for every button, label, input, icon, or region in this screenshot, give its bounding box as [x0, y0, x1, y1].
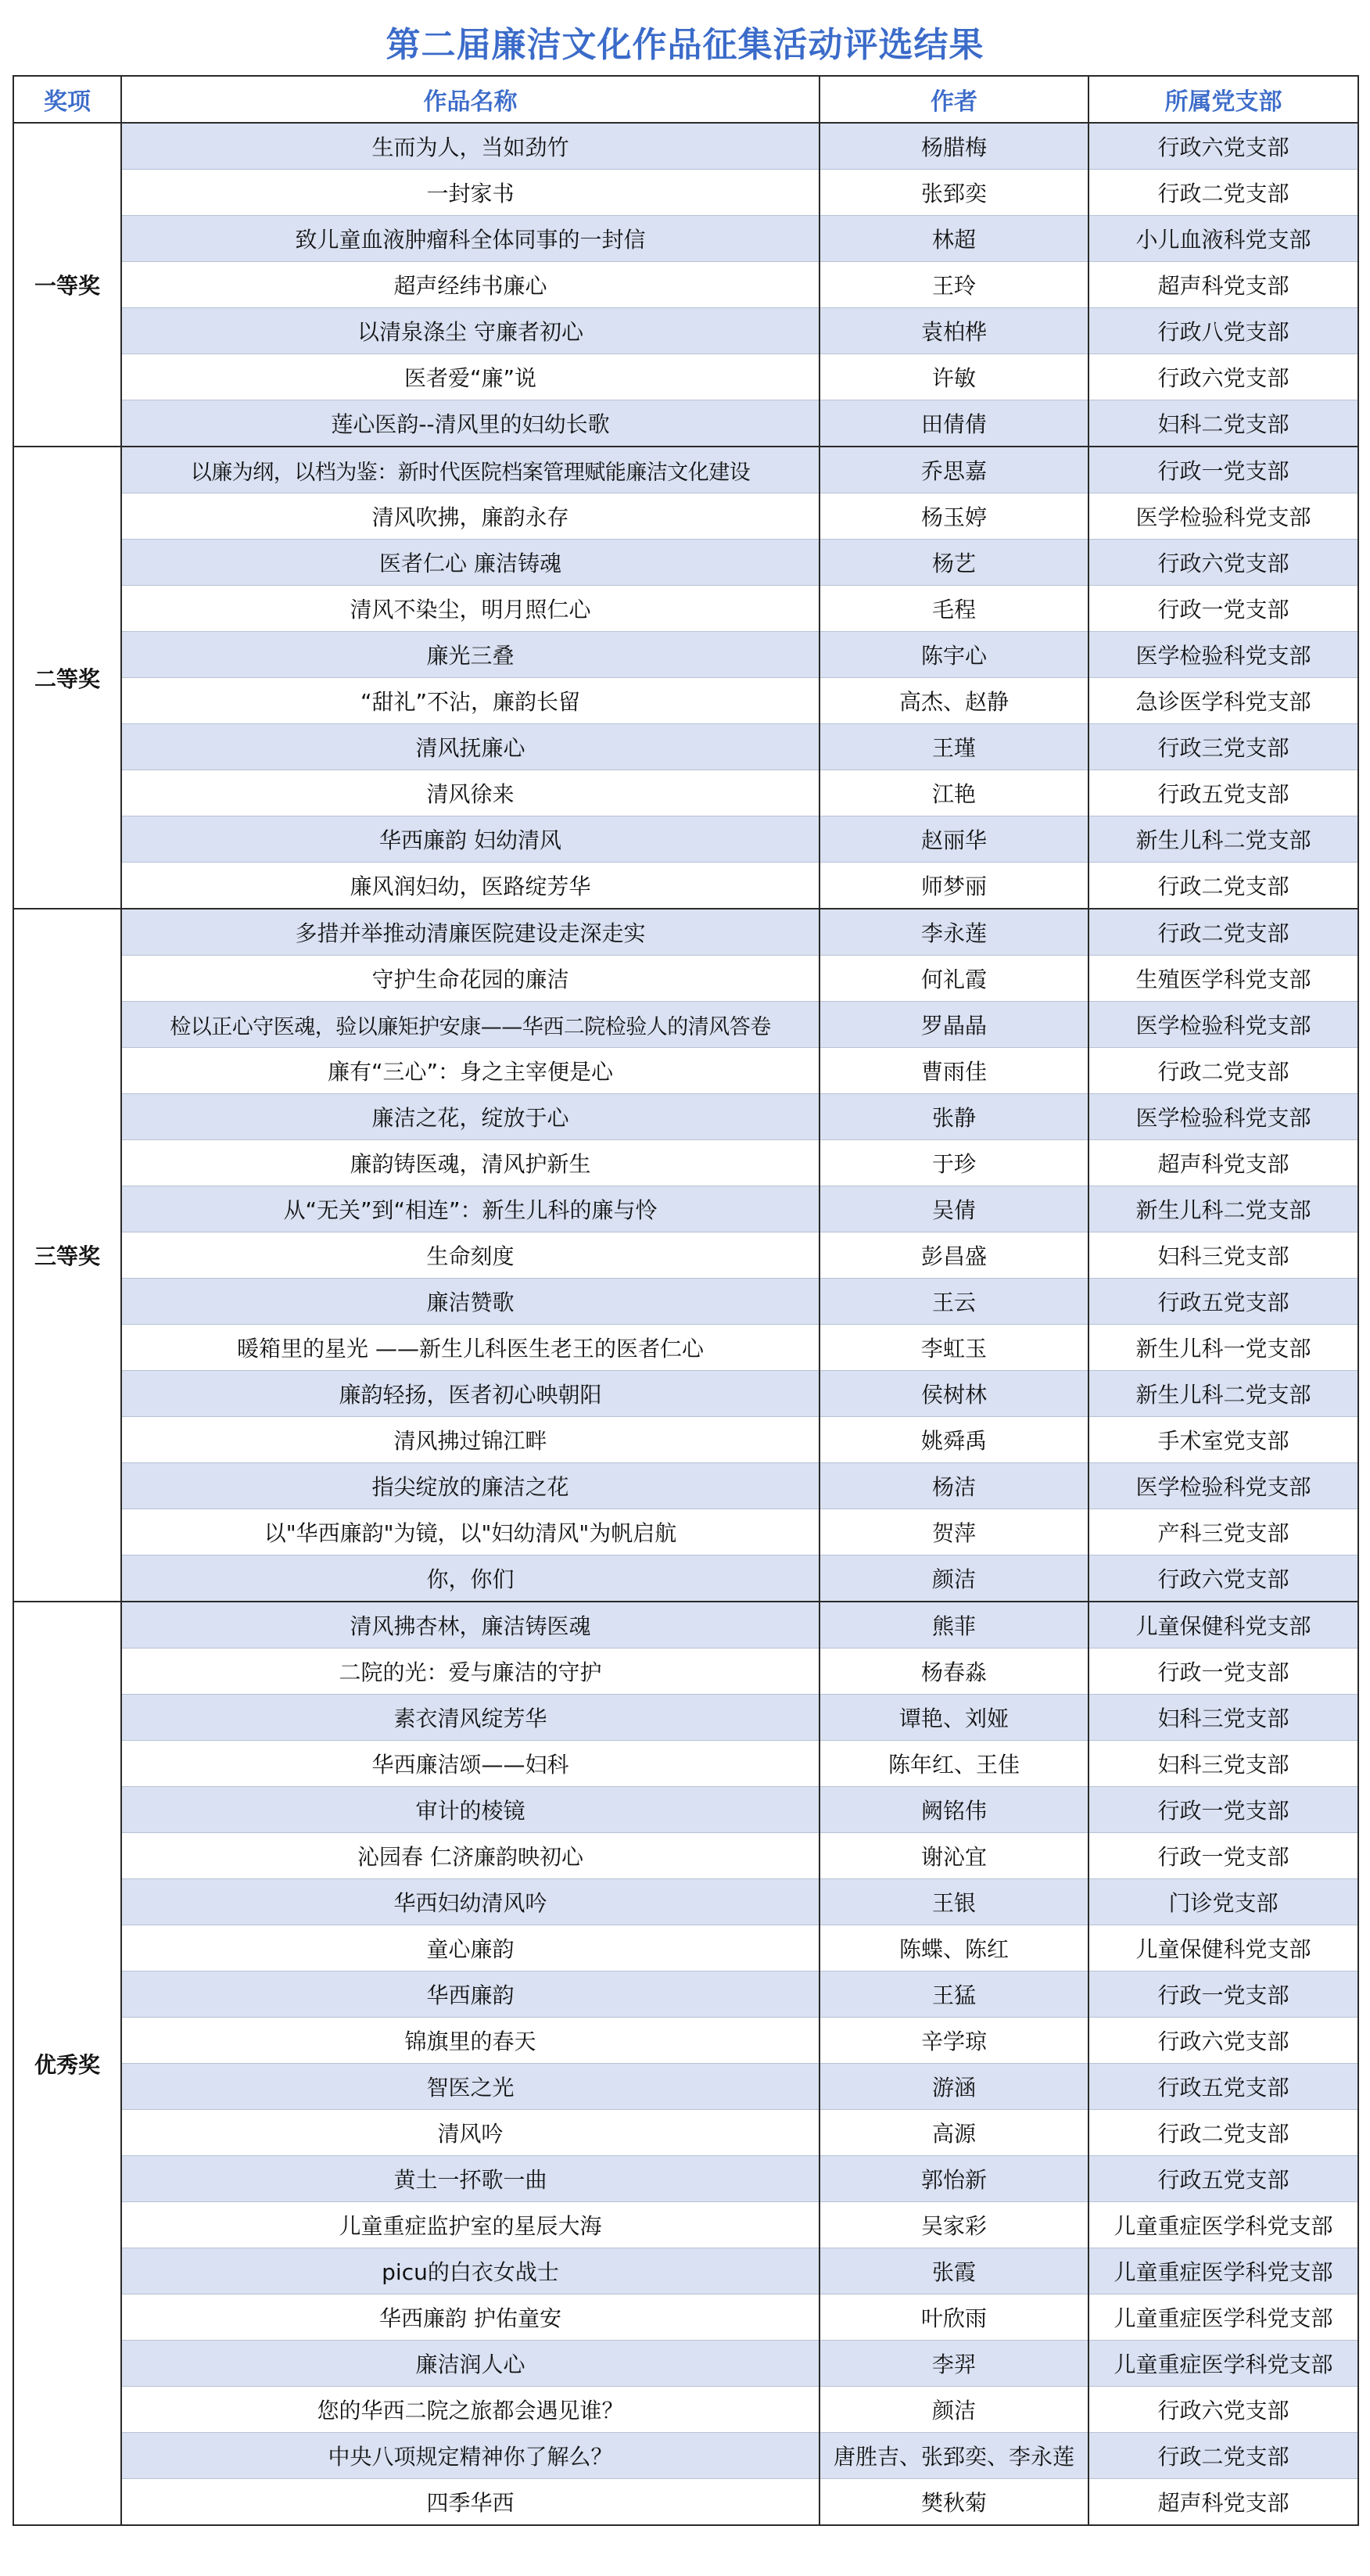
- header-party-branch: 所属党支部: [1088, 76, 1358, 123]
- table-row: [13, 724, 1358, 770]
- table-row: [13, 1879, 1358, 1925]
- table-row: [13, 909, 1358, 956]
- party-branch-cell: 医学检验科党支部: [1088, 632, 1358, 678]
- party-branch-cell: 医学检验科党支部: [1088, 1463, 1358, 1509]
- table-row: [13, 1787, 1358, 1833]
- party-branch-cell: 行政三党支部: [1088, 724, 1358, 770]
- table-row: [13, 1325, 1358, 1371]
- work-title-cell: 清风徐来: [121, 770, 819, 816]
- work-title-cell: 守护生命花园的廉洁: [121, 956, 819, 1002]
- table-row: [13, 2433, 1358, 2479]
- author-cell: 杨玉婷: [819, 493, 1088, 540]
- table-row: [13, 1971, 1358, 2018]
- table-row: [13, 2341, 1358, 2387]
- author-cell: 何礼霞: [819, 956, 1088, 1002]
- work-title-cell: 华西廉洁颂——妇科: [121, 1741, 819, 1787]
- work-title-cell: 素衣清风绽芳华: [121, 1695, 819, 1741]
- work-title-cell: 清风不染尘，明月照仁心: [121, 586, 819, 632]
- table-row: [13, 1649, 1358, 1695]
- work-title-cell: 指尖绽放的廉洁之花: [121, 1463, 819, 1509]
- work-title-cell: 儿童重症监护室的星辰大海: [121, 2202, 819, 2248]
- work-title-cell: “甜礼”不沾，廉韵长留: [121, 678, 819, 724]
- author-cell: 王银: [819, 1879, 1088, 1925]
- author-cell: 田倩倩: [819, 400, 1088, 447]
- work-title-cell: 清风吟: [121, 2110, 819, 2156]
- work-title-cell: 清风拂过锦江畔: [121, 1417, 819, 1463]
- author-cell: 樊秋菊: [819, 2479, 1088, 2526]
- party-branch-cell: 生殖医学科党支部: [1088, 956, 1358, 1002]
- party-branch-cell: 医学检验科党支部: [1088, 493, 1358, 540]
- work-title-cell: picu的白衣女战士: [121, 2248, 819, 2294]
- party-branch-cell: 行政一党支部: [1088, 1833, 1358, 1879]
- author-cell: 颜洁: [819, 1555, 1088, 1602]
- table-row: [13, 2110, 1358, 2156]
- party-branch-cell: 行政六党支部: [1088, 354, 1358, 400]
- author-cell: 罗晶晶: [819, 1002, 1088, 1048]
- work-title-cell: 清风抚廉心: [121, 724, 819, 770]
- table-row: [13, 1279, 1358, 1325]
- table-row: [13, 2248, 1358, 2294]
- table-row: [13, 540, 1358, 586]
- results-table: [13, 75, 1359, 2526]
- author-cell: 杨洁: [819, 1463, 1088, 1509]
- table-row: [13, 1925, 1358, 1971]
- award-level-cell: 优秀奖: [13, 1602, 121, 2525]
- party-branch-cell: 产科三党支部: [1088, 1509, 1358, 1555]
- party-branch-cell: 行政六党支部: [1088, 1555, 1358, 1602]
- work-title-cell: 您的华西二院之旅都会遇见谁？: [121, 2387, 819, 2433]
- work-title-cell: 多措并举推动清廉医院建设走深走实: [121, 909, 819, 956]
- author-cell: 王猛: [819, 1971, 1088, 2018]
- party-branch-cell: 超声科党支部: [1088, 1140, 1358, 1186]
- party-branch-cell: 小儿血液科党支部: [1088, 216, 1358, 262]
- party-branch-cell: 行政八党支部: [1088, 308, 1358, 354]
- table-row: [13, 354, 1358, 400]
- author-cell: 袁柏桦: [819, 308, 1088, 354]
- author-cell: 阙铭伟: [819, 1787, 1088, 1833]
- party-branch-cell: 行政二党支部: [1088, 2433, 1358, 2479]
- table-row: [13, 2018, 1358, 2064]
- table-row: [13, 1602, 1358, 1649]
- work-title-cell: 检以正心守医魂，验以廉矩护安康——华西二院检验人的清风答卷: [121, 1002, 819, 1048]
- award-level-cell: 一等奖: [13, 123, 121, 447]
- author-cell: 王云: [819, 1279, 1088, 1325]
- party-branch-cell: 妇科二党支部: [1088, 400, 1358, 447]
- table-row: [13, 863, 1358, 909]
- work-title-cell: 医者仁心 廉洁铸魂: [121, 540, 819, 586]
- work-title-cell: 莲心医韵--清风里的妇幼长歌: [121, 400, 819, 447]
- author-cell: 贺萍: [819, 1509, 1088, 1555]
- results-body: [13, 123, 1358, 2525]
- table-row: [13, 956, 1358, 1002]
- author-cell: 陈蝶、陈红: [819, 1925, 1088, 1971]
- work-title-cell: 以"华西廉韵"为镜，以"妇幼清风"为帆启航: [121, 1509, 819, 1555]
- party-branch-cell: 行政六党支部: [1088, 123, 1358, 170]
- author-cell: 杨艺: [819, 540, 1088, 586]
- author-cell: 张郅奕: [819, 170, 1088, 216]
- work-title-cell: 中央八项规定精神你了解么？: [121, 2433, 819, 2479]
- table-row: [13, 2294, 1358, 2341]
- party-branch-cell: 行政二党支部: [1088, 909, 1358, 956]
- party-branch-cell: 行政一党支部: [1088, 447, 1358, 493]
- author-cell: 曹雨佳: [819, 1048, 1088, 1094]
- author-cell: 彭昌盛: [819, 1232, 1088, 1279]
- author-cell: 侯树林: [819, 1371, 1088, 1417]
- work-title-cell: 廉光三叠: [121, 632, 819, 678]
- header-award: 奖项: [13, 76, 121, 123]
- table-row: [13, 1417, 1358, 1463]
- author-cell: 唐胜吉、张郅奕、李永莲: [819, 2433, 1088, 2479]
- work-title-cell: 黄土一抔歌一曲: [121, 2156, 819, 2202]
- table-row: [13, 493, 1358, 540]
- party-branch-cell: 行政二党支部: [1088, 2110, 1358, 2156]
- party-branch-cell: 行政一党支部: [1088, 1787, 1358, 1833]
- party-branch-cell: 新生儿科二党支部: [1088, 816, 1358, 863]
- author-cell: 吴家彩: [819, 2202, 1088, 2248]
- party-branch-cell: 行政一党支部: [1088, 1649, 1358, 1695]
- table-row: [13, 2202, 1358, 2248]
- table-row: [13, 770, 1358, 816]
- work-title-cell: 从“无关”到“相连”：新生儿科的廉与怜: [121, 1186, 819, 1232]
- author-cell: 王瑾: [819, 724, 1088, 770]
- work-title-cell: 沁园春 仁济廉韵映初心: [121, 1833, 819, 1879]
- party-branch-cell: 行政六党支部: [1088, 540, 1358, 586]
- author-cell: 游涵: [819, 2064, 1088, 2110]
- party-branch-cell: 儿童重症医学科党支部: [1088, 2294, 1358, 2341]
- author-cell: 乔思嘉: [819, 447, 1088, 493]
- work-title-cell: 清风拂杏林，廉洁铸医魂: [121, 1602, 819, 1649]
- work-title-cell: 廉韵铸医魂，清风护新生: [121, 1140, 819, 1186]
- party-branch-cell: 儿童重症医学科党支部: [1088, 2248, 1358, 2294]
- party-branch-cell: 行政二党支部: [1088, 1048, 1358, 1094]
- work-title-cell: 廉风润妇幼，医路绽芳华: [121, 863, 819, 909]
- work-title-cell: 审计的棱镜: [121, 1787, 819, 1833]
- author-cell: 高杰、赵静: [819, 678, 1088, 724]
- author-cell: 叶欣雨: [819, 2294, 1088, 2341]
- header-author: 作者: [819, 76, 1088, 123]
- author-cell: 江艳: [819, 770, 1088, 816]
- table-row: [13, 1741, 1358, 1787]
- author-cell: 颜洁: [819, 2387, 1088, 2433]
- work-title-cell: 清风吹拂，廉韵永存: [121, 493, 819, 540]
- table-row: [13, 1048, 1358, 1094]
- table-row: [13, 170, 1358, 216]
- author-cell: 毛程: [819, 586, 1088, 632]
- header-work-title: 作品名称: [121, 76, 819, 123]
- award-level-cell: 二等奖: [13, 447, 121, 909]
- table-row: [13, 586, 1358, 632]
- author-cell: 高源: [819, 2110, 1088, 2156]
- party-branch-cell: 行政一党支部: [1088, 586, 1358, 632]
- party-branch-cell: 医学检验科党支部: [1088, 1002, 1358, 1048]
- table-row: [13, 1094, 1358, 1140]
- table-row: [13, 1695, 1358, 1741]
- party-branch-cell: 行政六党支部: [1088, 2387, 1358, 2433]
- author-cell: 赵丽华: [819, 816, 1088, 863]
- party-branch-cell: 新生儿科一党支部: [1088, 1325, 1358, 1371]
- table-row: [13, 2156, 1358, 2202]
- work-title-cell: 廉洁之花，绽放于心: [121, 1094, 819, 1140]
- party-branch-cell: 行政五党支部: [1088, 2064, 1358, 2110]
- work-title-cell: 二院的光：爱与廉洁的守护: [121, 1649, 819, 1695]
- table-row: [13, 1555, 1358, 1602]
- table-row: [13, 1140, 1358, 1186]
- party-branch-cell: 医学检验科党支部: [1088, 1094, 1358, 1140]
- work-title-cell: 致儿童血液肿瘤科全体同事的一封信: [121, 216, 819, 262]
- party-branch-cell: 新生儿科二党支部: [1088, 1186, 1358, 1232]
- work-title-cell: 生而为人，当如劲竹: [121, 123, 819, 170]
- table-row: [13, 1509, 1358, 1555]
- author-cell: 张静: [819, 1094, 1088, 1140]
- party-branch-cell: 行政五党支部: [1088, 770, 1358, 816]
- party-branch-cell: 超声科党支部: [1088, 2479, 1358, 2526]
- party-branch-cell: 儿童重症医学科党支部: [1088, 2202, 1358, 2248]
- work-title-cell: 以廉为纲，以档为鉴：新时代医院档案管理赋能廉洁文化建设: [121, 447, 819, 493]
- author-cell: 熊菲: [819, 1602, 1088, 1649]
- work-title-cell: 廉洁赞歌: [121, 1279, 819, 1325]
- work-title-cell: 暖箱里的星光 ——新生儿科医生老王的医者仁心: [121, 1325, 819, 1371]
- table-row: [13, 262, 1358, 308]
- table-row: [13, 1371, 1358, 1417]
- party-branch-cell: 急诊医学科党支部: [1088, 678, 1358, 724]
- party-branch-cell: 手术室党支部: [1088, 1417, 1358, 1463]
- work-title-cell: 华西廉韵 护佑童安: [121, 2294, 819, 2341]
- author-cell: 张霞: [819, 2248, 1088, 2294]
- party-branch-cell: 儿童重症医学科党支部: [1088, 2341, 1358, 2387]
- party-branch-cell: 行政六党支部: [1088, 2018, 1358, 2064]
- table-row: [13, 816, 1358, 863]
- work-title-cell: 四季华西: [121, 2479, 819, 2526]
- party-branch-cell: 门诊党支部: [1088, 1879, 1358, 1925]
- award-level-cell: 三等奖: [13, 909, 121, 1602]
- author-cell: 郭怡新: [819, 2156, 1088, 2202]
- work-title-cell: 廉有“三心”：身之主宰便是心: [121, 1048, 819, 1094]
- table-row: [13, 1833, 1358, 1879]
- table-row: [13, 1002, 1358, 1048]
- table-row: [13, 2064, 1358, 2110]
- table-row: [13, 1186, 1358, 1232]
- table-row: [13, 2479, 1358, 2526]
- party-branch-cell: 妇科三党支部: [1088, 1741, 1358, 1787]
- author-cell: 王玲: [819, 262, 1088, 308]
- author-cell: 陈宇心: [819, 632, 1088, 678]
- table-row: [13, 1463, 1358, 1509]
- party-branch-cell: 行政一党支部: [1088, 1971, 1358, 2018]
- author-cell: 谭艳、刘娅: [819, 1695, 1088, 1741]
- party-branch-cell: 儿童保健科党支部: [1088, 1602, 1358, 1649]
- table-row: [13, 632, 1358, 678]
- author-cell: 姚舜禹: [819, 1417, 1088, 1463]
- table-row: [13, 447, 1358, 493]
- author-cell: 于珍: [819, 1140, 1088, 1186]
- table-row: [13, 308, 1358, 354]
- party-branch-cell: 妇科三党支部: [1088, 1232, 1358, 1279]
- author-cell: 李虹玉: [819, 1325, 1088, 1371]
- table-row: [13, 1232, 1358, 1279]
- work-title-cell: 医者爱“廉”说: [121, 354, 819, 400]
- table-header-row: [13, 76, 1358, 123]
- work-title-cell: 锦旗里的春天: [121, 2018, 819, 2064]
- author-cell: 林超: [819, 216, 1088, 262]
- work-title-cell: 童心廉韵: [121, 1925, 819, 1971]
- author-cell: 许敏: [819, 354, 1088, 400]
- table-row: [13, 678, 1358, 724]
- work-title-cell: 超声经纬书廉心: [121, 262, 819, 308]
- author-cell: 师梦丽: [819, 863, 1088, 909]
- work-title-cell: 以清泉涤尘 守廉者初心: [121, 308, 819, 354]
- work-title-cell: 华西廉韵: [121, 1971, 819, 2018]
- work-title-cell: 华西廉韵 妇幼清风: [121, 816, 819, 863]
- table-row: [13, 400, 1358, 447]
- party-branch-cell: 行政二党支部: [1088, 863, 1358, 909]
- party-branch-cell: 行政二党支部: [1088, 170, 1358, 216]
- table-row: [13, 2387, 1358, 2433]
- author-cell: 杨春淼: [819, 1649, 1088, 1695]
- table-row: [13, 123, 1358, 170]
- work-title-cell: 智医之光: [121, 2064, 819, 2110]
- author-cell: 李羿: [819, 2341, 1088, 2387]
- author-cell: 李永莲: [819, 909, 1088, 956]
- party-branch-cell: 超声科党支部: [1088, 262, 1358, 308]
- work-title-cell: 生命刻度: [121, 1232, 819, 1279]
- party-branch-cell: 儿童保健科党支部: [1088, 1925, 1358, 1971]
- work-title-cell: 廉洁润人心: [121, 2341, 819, 2387]
- author-cell: 吴倩: [819, 1186, 1088, 1232]
- party-branch-cell: 行政五党支部: [1088, 2156, 1358, 2202]
- party-branch-cell: 妇科三党支部: [1088, 1695, 1358, 1741]
- party-branch-cell: 新生儿科二党支部: [1088, 1371, 1358, 1417]
- work-title-cell: 一封家书: [121, 170, 819, 216]
- author-cell: 陈年红、王佳: [819, 1741, 1088, 1787]
- work-title-cell: 华西妇幼清风吟: [121, 1879, 819, 1925]
- table-row: [13, 216, 1358, 262]
- author-cell: 杨腊梅: [819, 123, 1088, 170]
- author-cell: 辛学琼: [819, 2018, 1088, 2064]
- work-title-cell: 廉韵轻扬，医者初心映朝阳: [121, 1371, 819, 1417]
- work-title-cell: 你，你们: [121, 1555, 819, 1602]
- page-title: 第二届廉洁文化作品征集活动评选结果: [386, 25, 984, 65]
- party-branch-cell: 行政五党支部: [1088, 1279, 1358, 1325]
- author-cell: 谢沁宜: [819, 1833, 1088, 1879]
